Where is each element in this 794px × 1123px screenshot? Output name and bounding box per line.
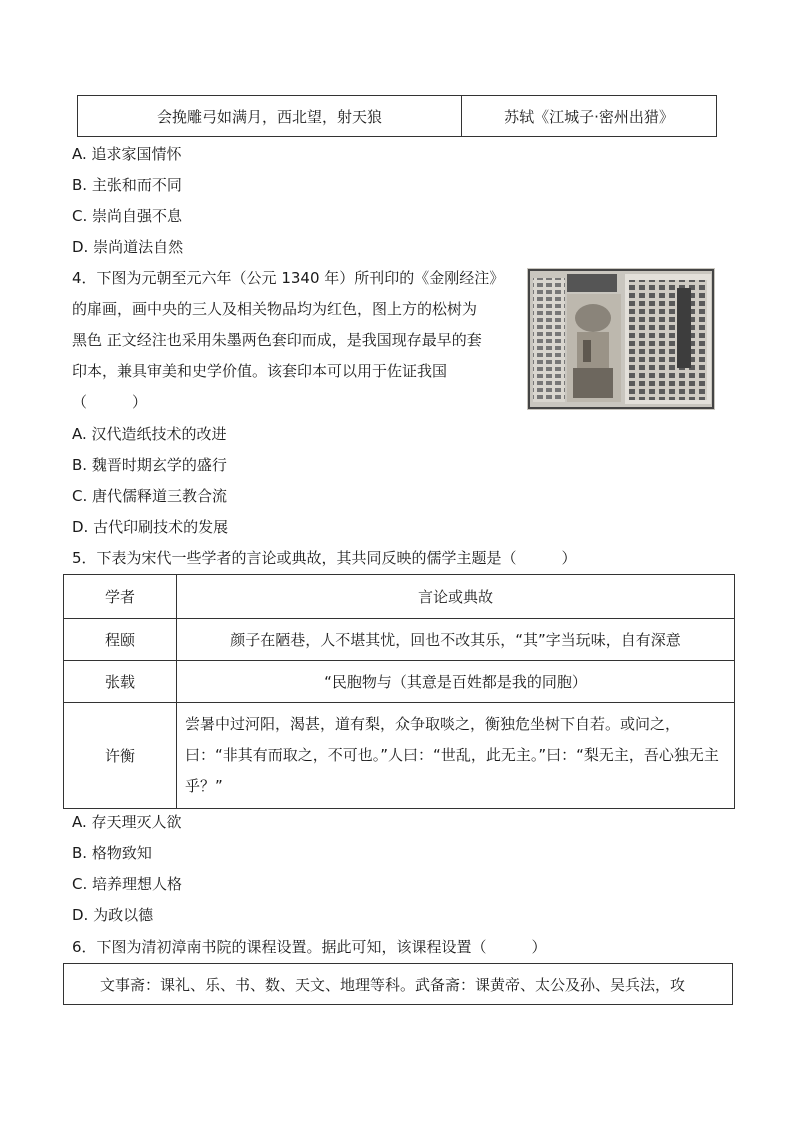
q4-stem-line-4: 印本，兼具审美和史学价值。该套印本可以用于佐证我国	[72, 362, 448, 380]
q4-stem-line-2: 的扉画，画中央的三人及相关物品均为红色，图上方的松树为	[72, 300, 478, 318]
q5-header-scholar: 学者	[64, 575, 177, 619]
q5-text-1: 颜子在陋巷，人不堪其忧，回也不改其乐，“其”字当玩味，自有深意	[177, 619, 735, 661]
q4-option-d[interactable]: D. 古代印刷技术的发展	[72, 518, 229, 536]
q5-text-3: 尝暑中过河阳，渴甚，道有梨，众争取啖之，衡独危坐树下自若。或问之，曰：“非其有而取之，不可也。”人曰：“世乱，此无主。”曰：“梨无主，吾心独无主乎？”	[177, 703, 735, 809]
q5-scholar-1: 程颐	[64, 619, 177, 661]
q6-stem: 6．下图为清初漳南书院的课程设置。据此可知，该课程设置（ ）	[72, 938, 547, 956]
q5-scholar-2: 张载	[64, 661, 177, 703]
q5-header-text: 言论或典故	[177, 575, 735, 619]
q3-option-d[interactable]: D. 崇尚道法自然	[72, 238, 184, 256]
q5-text-2: “民胞物与（其意是百姓都是我的同胞）	[177, 661, 735, 703]
q3-option-a[interactable]: A. 追求家国情怀	[72, 145, 182, 163]
q5-option-b[interactable]: B. 格物致知	[72, 844, 152, 862]
q5-option-a[interactable]: A. 存天理灭人欲	[72, 813, 182, 831]
q5-scholar-3: 许衡	[64, 703, 177, 809]
q6-curriculum-box	[63, 963, 733, 1005]
woodblock-print-image	[527, 268, 715, 410]
q4-stem-line-1: 4．下图为元朝至元六年（公元 1340 年）所刊印的《金刚经注》	[72, 269, 505, 287]
poem-table	[77, 95, 717, 137]
q6-curriculum-text: 文事斋：课礼、乐、书、数、天文、地理等科。武备斋：课黄帝、太公及孙、吴兵法，攻	[100, 976, 686, 994]
q4-answer-blank: （ ）	[72, 393, 148, 411]
q4-stem-line-3: 黑色 正文经注也采用朱墨两色套印而成，是我国现存最早的套	[72, 331, 482, 349]
q5-table	[63, 574, 735, 809]
q3-option-b[interactable]: B. 主张和而不同	[72, 176, 182, 194]
q5-stem: 5．下表为宋代一些学者的言论或典故，其共同反映的儒学主题是（ ）	[72, 549, 577, 567]
q4-option-c[interactable]: C. 唐代儒释道三教合流	[72, 487, 228, 505]
poem-source: 苏轼《江城子·密州出猎》	[462, 96, 717, 137]
q5-option-c[interactable]: C. 培养理想人格	[72, 875, 183, 893]
q5-option-d[interactable]: D. 为政以德	[72, 906, 154, 924]
poem-quote: 会挽雕弓如满月，西北望，射天狼	[78, 96, 462, 137]
q4-option-a[interactable]: A. 汉代造纸技术的改进	[72, 425, 227, 443]
q4-option-b[interactable]: B. 魏晋时期玄学的盛行	[72, 456, 227, 474]
q3-option-c[interactable]: C. 崇尚自强不息	[72, 207, 183, 225]
